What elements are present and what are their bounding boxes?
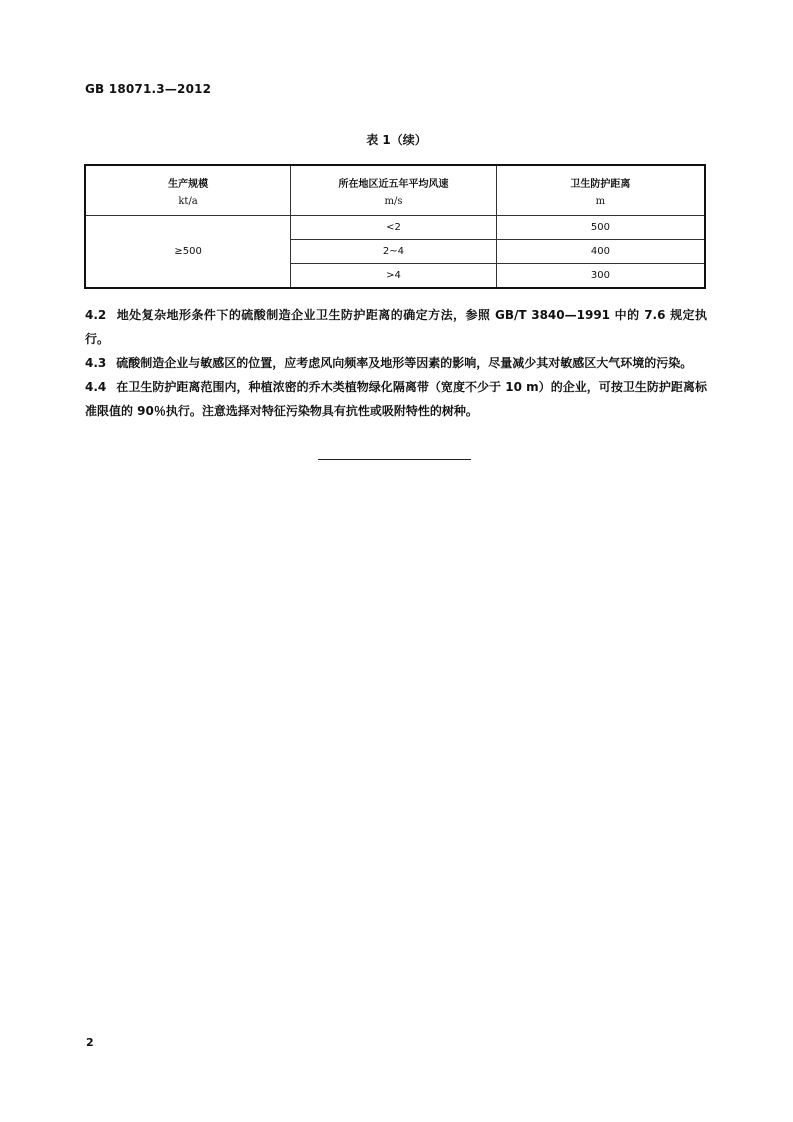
column-header-distance bbox=[496, 165, 705, 216]
clause-number: 4.3 bbox=[85, 356, 107, 370]
distance-cell: 400 bbox=[496, 240, 705, 264]
clauses-section bbox=[85, 303, 707, 423]
distance-cell: 300 bbox=[496, 264, 705, 289]
clause-number: 4.2 bbox=[85, 308, 107, 322]
column-header-unit: kt/a bbox=[178, 195, 198, 207]
wind-speed-cell: <2 bbox=[291, 216, 497, 240]
table-header-row bbox=[85, 165, 705, 216]
column-header-name: 所在地区近五年平均风速 bbox=[338, 178, 449, 190]
distance-cell: 500 bbox=[496, 216, 705, 240]
clause-text: 在卫生防护距离范围内，种植浓密的乔木类植物绿化隔离带（宽度不少于 10 m）的企业，可按卫生防护距离标准限值的 90％执行。注意选择对特征污染物具有抗性或吸附特性的树种。 bbox=[85, 380, 707, 418]
column-header-unit: m bbox=[595, 195, 606, 207]
wind-speed-cell: >4 bbox=[291, 264, 497, 289]
clause-4-2 bbox=[85, 303, 707, 351]
table-caption: 表 1（续） bbox=[366, 133, 427, 147]
protection-distance-table bbox=[84, 164, 706, 289]
clause-text: 地处复杂地形条件下的硫酸制造企业卫生防护距离的确定方法，参照 GB/T 3840—1991 中的 7.6 规定执行。 bbox=[85, 308, 707, 346]
scale-cell: ≥500 bbox=[85, 216, 291, 289]
clause-4-4 bbox=[85, 375, 707, 423]
page-number: 2 bbox=[86, 1036, 94, 1049]
column-header-unit: m/s bbox=[384, 195, 403, 207]
column-header-name: 生产规模 bbox=[168, 178, 209, 190]
column-header-name: 卫生防护距离 bbox=[570, 178, 631, 190]
wind-speed-cell: 2~4 bbox=[291, 240, 497, 264]
table-row bbox=[85, 216, 705, 240]
document-code: GB 18071.3—2012 bbox=[85, 82, 212, 96]
clause-text: 硫酸制造企业与敏感区的位置，应考虑风向频率及地形等因素的影响，尽量减少其对敏感区大气环境的污染。 bbox=[116, 356, 693, 370]
column-header-scale bbox=[85, 165, 291, 216]
column-header-wind-speed bbox=[291, 165, 497, 216]
end-of-standard-rule bbox=[318, 459, 471, 460]
clause-number: 4.4 bbox=[85, 380, 107, 394]
clause-4-3 bbox=[85, 351, 707, 375]
